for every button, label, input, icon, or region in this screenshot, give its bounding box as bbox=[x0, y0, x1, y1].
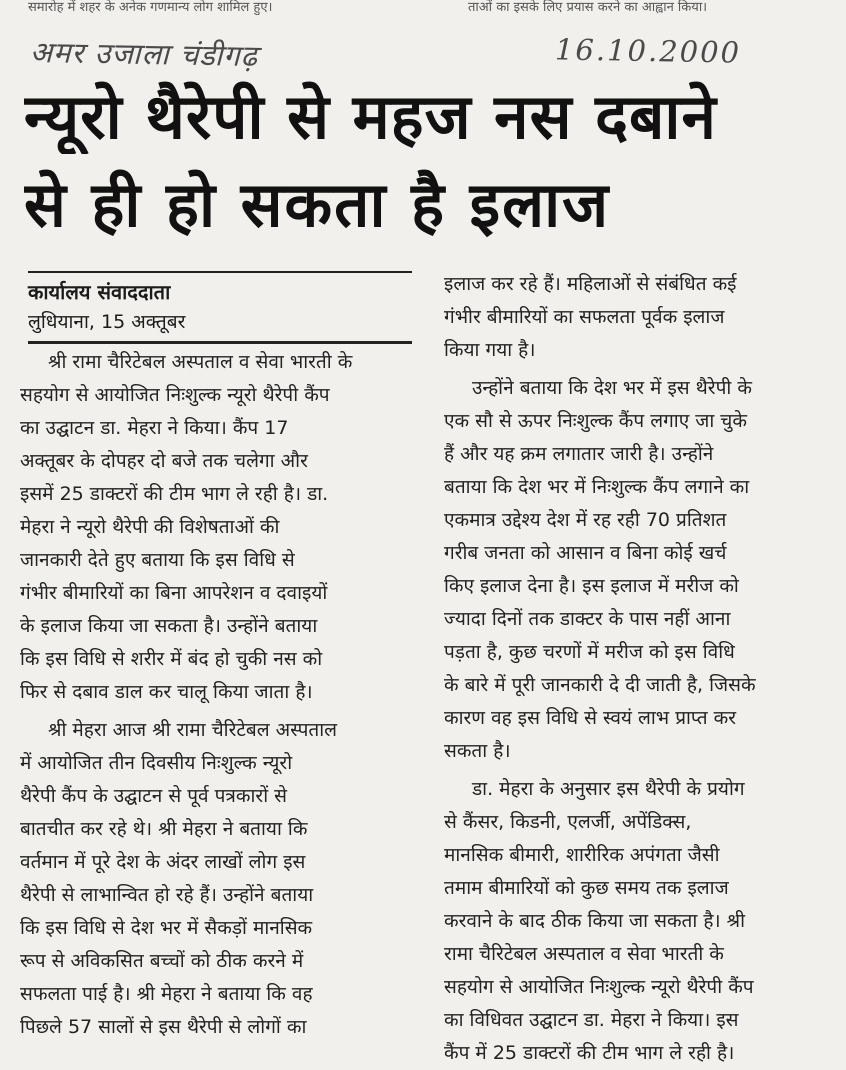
article-line: का उद्घाटन डा. मेहरा ने किया। कैंप 17 bbox=[20, 417, 289, 439]
article-line: गंभीर बीमारियों का बिना आपरेशन व दवाइयों bbox=[20, 582, 328, 604]
article-line: कैंप में 25 डाक्टरों की टीम भाग ले रही है। bbox=[444, 1042, 735, 1064]
article-line: किए इलाज देना है। इस इलाज में मरीज को bbox=[444, 575, 739, 597]
article-line: पड़ता है, कुछ चरणों में मरीज को इस विधि bbox=[444, 641, 735, 663]
headline-line-2: से ही हो सकता है इलाज bbox=[24, 168, 611, 241]
article-line: बातचीत कर रहे थे। श्री मेहरा ने बताया कि bbox=[20, 818, 308, 840]
article-line: गरीब जनता को आसान व बिना कोई खर्च bbox=[444, 542, 727, 564]
article-line: थैरेपी कैंप के उद्घाटन से पूर्व पत्रकारों से bbox=[20, 785, 288, 807]
article-line: गंभीर बीमारियों का सफलता पूर्वक इलाज bbox=[444, 306, 725, 328]
article-line: एक सौ से ऊपर निःशुल्क कैंप लगाए जा चुके bbox=[444, 410, 747, 432]
handwritten-date: 16.10.2000 bbox=[554, 32, 742, 70]
article-line: सफलता पाई है। श्री मेहरा ने बताया कि वह bbox=[20, 983, 313, 1005]
article-line: श्री रामा चैरिटेबल अस्पताल व सेवा भारती के bbox=[48, 351, 353, 373]
article-paragraph bbox=[444, 372, 839, 768]
article-line: सकता है। bbox=[444, 740, 511, 762]
handwritten-paper-name: अमर उजाला चंडीगढ़ bbox=[29, 35, 259, 73]
article-line: मानसिक बीमारी, शारीरिक अपंगता जैसी bbox=[444, 844, 720, 866]
article-line: श्री मेहरा आज श्री रामा चैरिटेबल अस्पताल bbox=[48, 719, 338, 741]
article-line: इसमें 25 डाक्टरों की टीम भाग ले रही है। डा. bbox=[20, 483, 329, 505]
article-line: वर्तमान में पूरे देश के अंदर लाखों लोग इस bbox=[20, 851, 306, 873]
previous-article-fragment-left: समारोह में शहर के अनेक गणमान्य लोग शामिल हुए। bbox=[28, 0, 273, 15]
article-line: कि इस विधि से देश भर में सैकड़ों मानसिक bbox=[20, 917, 313, 939]
article-column-right bbox=[444, 268, 839, 1070]
article-line: थैरेपी से लाभान्वित हो रहे हैं। उन्होंने बताया bbox=[20, 884, 314, 906]
article-column-left bbox=[20, 346, 420, 1044]
article-line: एकमात्र उद्देश्य देश में रह रही 70 प्रतिशत bbox=[444, 509, 727, 531]
byline-reporter: कार्यालय संवाददाता bbox=[28, 280, 171, 304]
article-line: कारण वह इस विधि से स्वयं लाभ प्राप्त कर bbox=[444, 707, 737, 729]
article-line: मेहरा ने न्यूरो थैरेपी की विशेषताओं की bbox=[20, 516, 280, 538]
byline-bottom-rule bbox=[28, 341, 412, 344]
article-line: कि इस विधि से शरीर में बंद हो चुकी नस को bbox=[20, 648, 323, 670]
article-paragraph bbox=[444, 773, 839, 1070]
article-line: ज्यादा दिनों तक डाक्टर के पास नहीं आना bbox=[444, 608, 731, 630]
article-paragraph bbox=[20, 346, 420, 709]
article-line: अक्तूबर के दोपहर दो बजे तक चलेगा और bbox=[20, 450, 308, 472]
article-paragraph bbox=[20, 714, 420, 1044]
article-line: में आयोजित तीन दिवसीय निःशुल्क न्यूरो bbox=[20, 752, 293, 774]
article-line: का विधिवत उद्घाटन डा. मेहरा ने किया। इस bbox=[444, 1009, 739, 1031]
article-paragraph bbox=[444, 268, 839, 367]
article-line: उन्होंने बताया कि देश भर में इस थैरेपी के bbox=[472, 377, 752, 399]
article-line: हैं और यह क्रम लगातार जारी है। उन्होंने bbox=[444, 443, 714, 465]
article-line: रूप से अविकसित बच्चों को ठीक करने में bbox=[20, 950, 304, 972]
previous-article-fragment-right: ताओं का इसके लिए प्रयास करने का आह्वान किया। bbox=[468, 0, 708, 15]
article-line: बताया कि देश भर में निःशुल्क कैंप लगाने का bbox=[444, 476, 750, 498]
byline-top-rule bbox=[28, 271, 412, 273]
article-line: जानकारी देते हुए बताया कि इस विधि से bbox=[20, 549, 295, 571]
article-line: से कैंसर, किडनी, एलर्जी, अपेंडिक्स, bbox=[444, 811, 692, 833]
article-line: के बारे में पूरी जानकारी दे दी जाती है, जिसके bbox=[444, 674, 756, 696]
headline-line-1: न्यूरो थैरेपी से महज नस दबाने bbox=[24, 80, 717, 153]
article-line: सहयोग से आयोजित निःशुल्क न्यूरो थैरेपी कैंप bbox=[444, 976, 754, 998]
article-line: के इलाज किया जा सकता है। उन्होंने बताया bbox=[20, 615, 318, 637]
article-line: तमाम बीमारियों को कुछ समय तक इलाज bbox=[444, 877, 729, 899]
article-line: किया गया है। bbox=[444, 339, 536, 361]
article-line: फिर से दबाव डाल कर चालू किया जाता है। bbox=[20, 681, 313, 703]
article-line: सहयोग से आयोजित निःशुल्क न्यूरो थैरेपी कैंप bbox=[20, 384, 330, 406]
article-line: इलाज कर रहे हैं। महिलाओं से संबंधित कई bbox=[444, 273, 737, 295]
byline-dateline: लुधियाना, 15 अक्तूबर bbox=[28, 311, 186, 333]
article-line: पिछले 57 सालों से इस थैरेपी से लोगों का bbox=[20, 1016, 307, 1038]
article-line: रामा चैरिटेबल अस्पताल व सेवा भारती के bbox=[444, 943, 724, 965]
article-line: डा. मेहरा के अनुसार इस थैरेपी के प्रयोग bbox=[472, 778, 745, 800]
article-line: करवाने के बाद ठीक किया जा सकता है। श्री bbox=[444, 910, 746, 932]
